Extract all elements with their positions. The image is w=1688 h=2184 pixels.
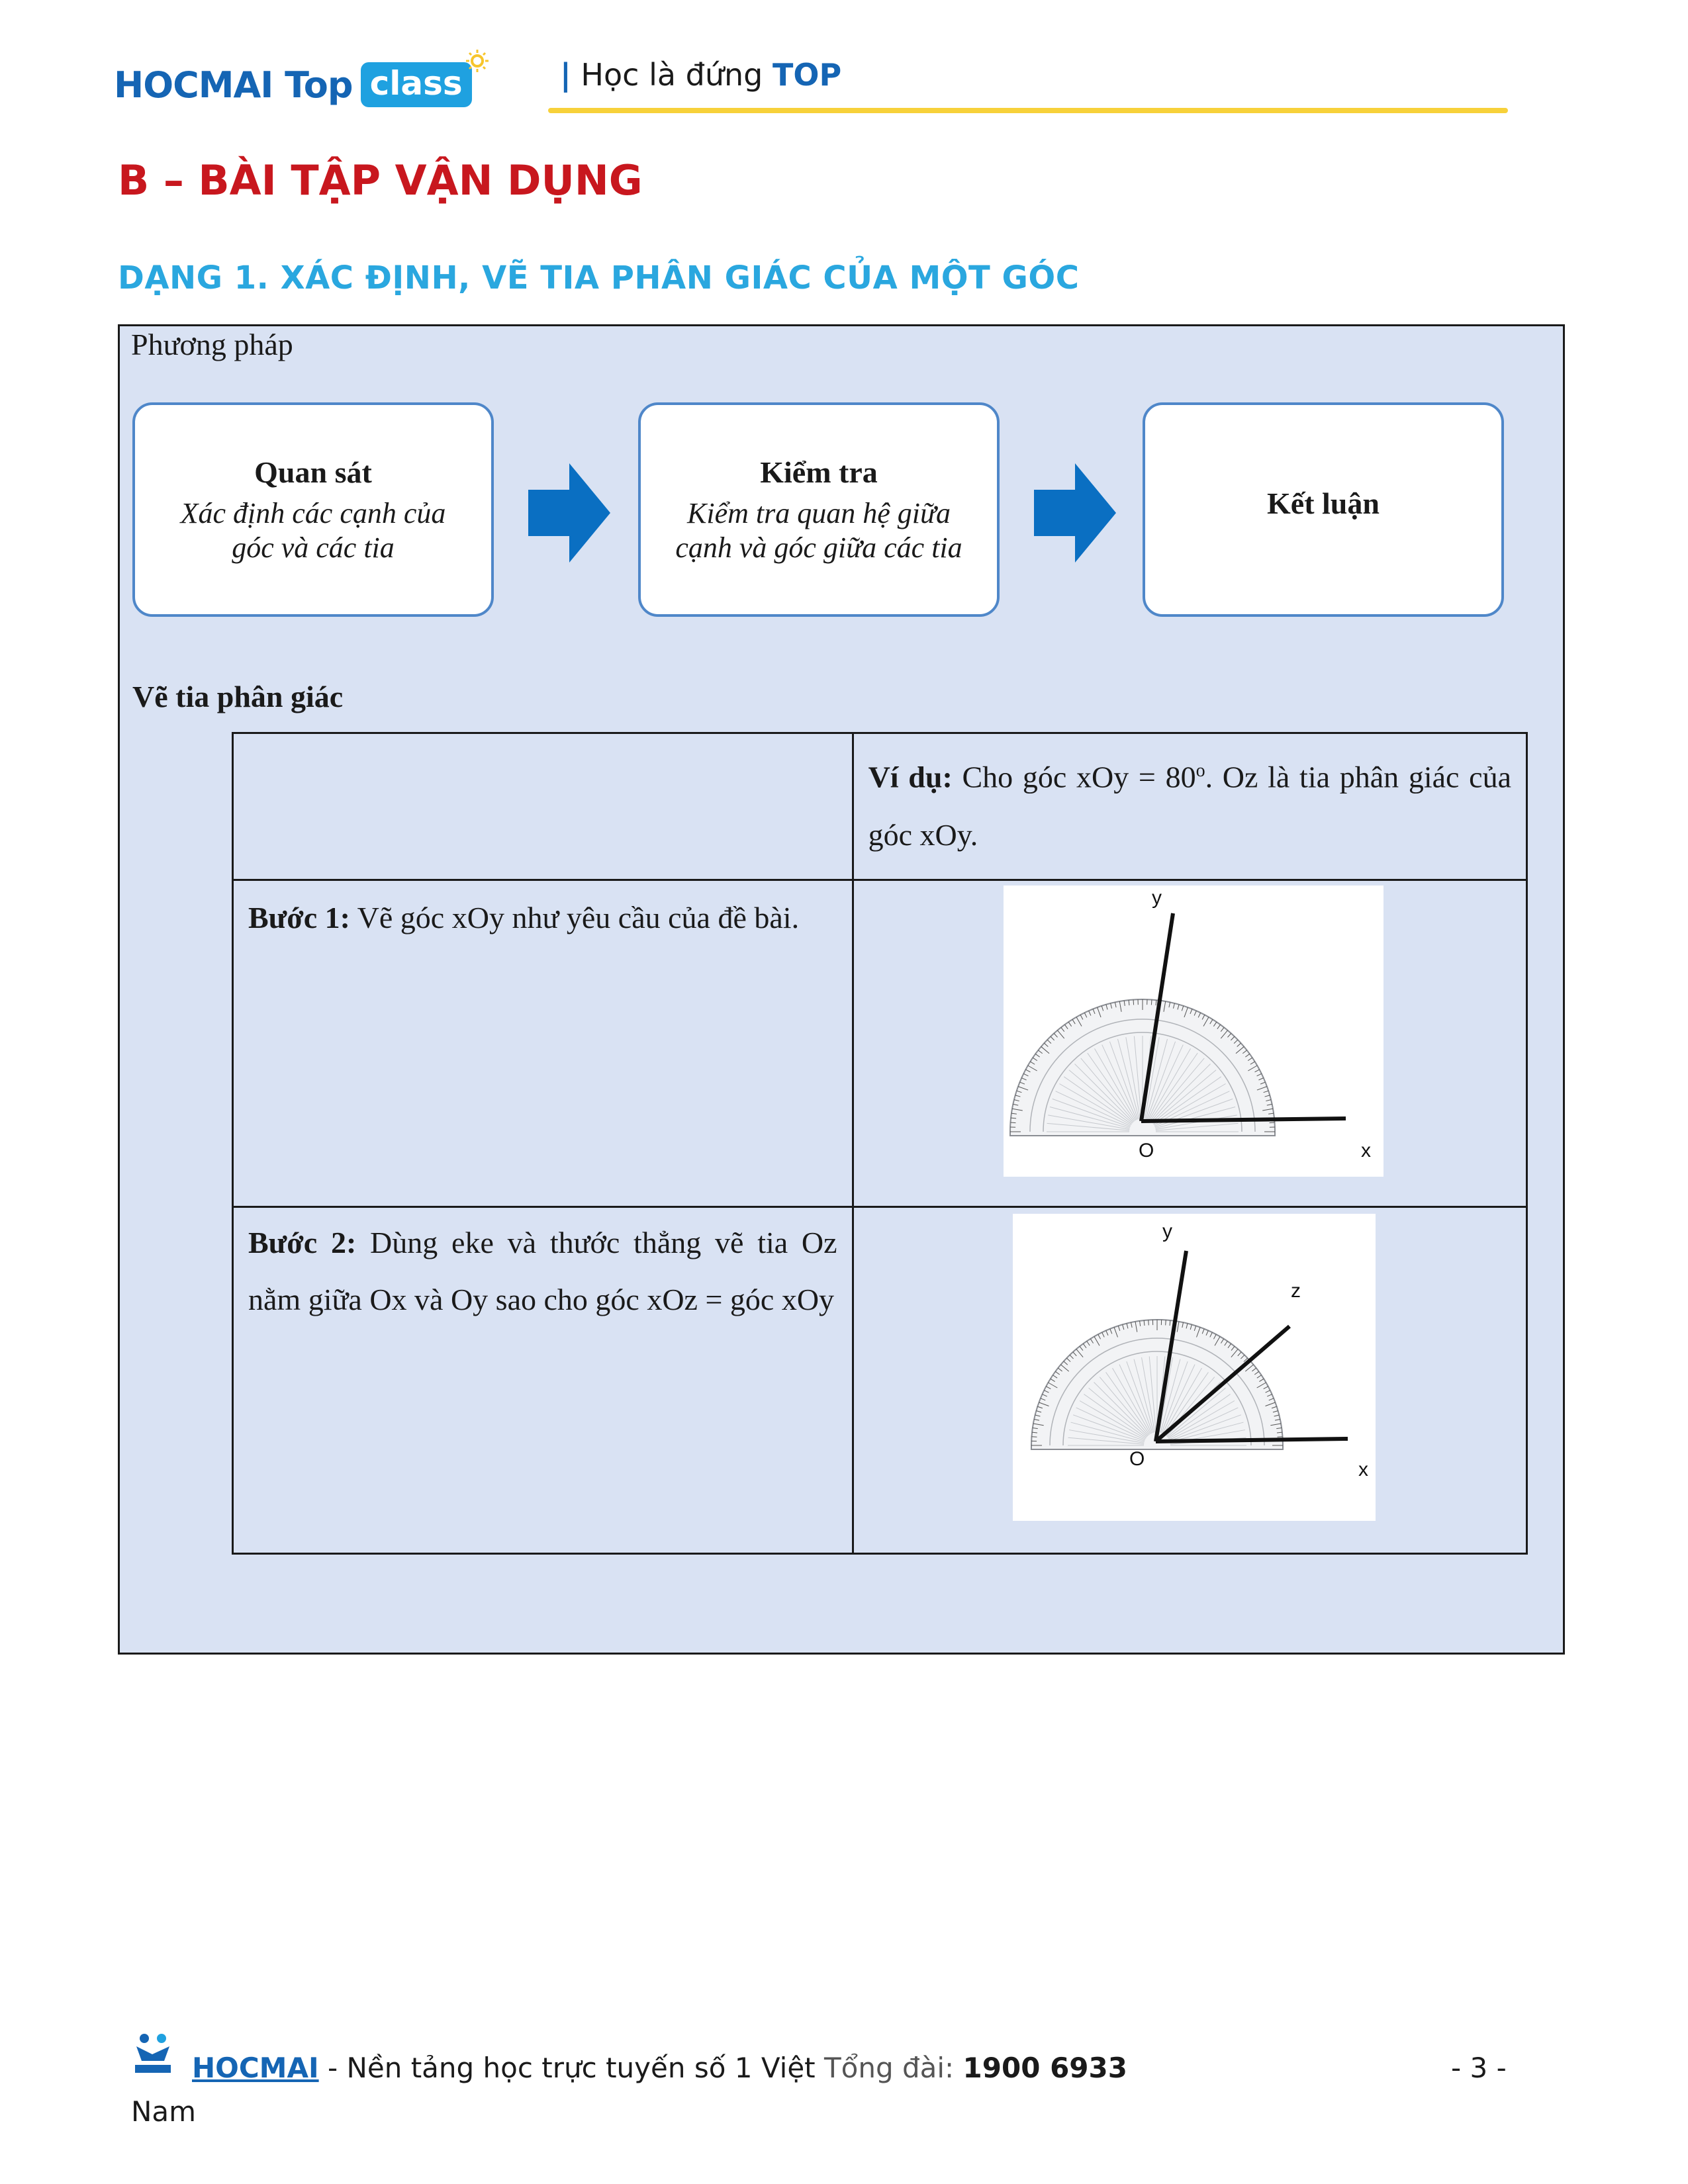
step2-label: Bước 2: [248, 1226, 357, 1260]
logo-class-text: class [369, 64, 463, 103]
flow-step-desc-line: cạnh và góc giữa các tia [675, 531, 962, 564]
logo-main-text: HOCMAI Top [114, 64, 353, 106]
ray-ox [1156, 1439, 1348, 1441]
flow-step-check [638, 402, 1000, 617]
label-x: x [1358, 1459, 1368, 1480]
step1-text: Vẽ góc xOy như yêu cầu của đề bài. [350, 901, 800, 935]
protractor-diagram [1013, 1214, 1376, 1521]
logo-class-badge [361, 62, 472, 107]
step2-text: Dùng eke và thước thẳng vẽ tia Oz nằm giữa Ox và Oy sao cho góc xOz = góc xOy [248, 1226, 837, 1317]
example-text: Cho góc xOy = 80 [952, 760, 1196, 794]
footer-hotline-label: Tổng đài: [823, 2052, 963, 2084]
flow-step-title: Quan sát [254, 455, 372, 489]
protractor-tick [1133, 999, 1134, 1005]
flow-step-title: Kết luận [1267, 486, 1380, 520]
footer-tagline: - Nền tảng học trực tuyến số 1 Việt [318, 2052, 824, 2084]
example-label: Ví dụ: [868, 760, 953, 794]
page-number: - 3 - [1451, 2052, 1507, 2084]
example-text-2: . Oz là tia phân giác của góc xOy. [868, 760, 1511, 852]
step1-label: Bước 1: [248, 901, 350, 935]
arrow-right-icon [528, 463, 610, 563]
hocmai-footer-icon [131, 2032, 175, 2078]
table-cell-empty [233, 733, 853, 880]
hocmai-logo[interactable] [114, 58, 472, 111]
table-row [233, 733, 1527, 880]
label-o: O [1139, 1140, 1154, 1161]
flow-step-observe [132, 402, 494, 617]
step1-cell [233, 880, 853, 1207]
example-cell [853, 733, 1526, 880]
flow-step-desc [641, 496, 997, 565]
protractor-tick [1270, 1122, 1275, 1123]
label-x: x [1361, 1140, 1371, 1161]
protractor-figure-1 [1004, 886, 1383, 1177]
footer-text [192, 2052, 1127, 2084]
drawing-label: Vẽ tia phân giác [132, 680, 344, 713]
flow-step-desc-line: Kiểm tra quan hệ giữa [687, 496, 951, 529]
flow-step-desc [135, 496, 491, 565]
protractor-diagram [1004, 886, 1383, 1177]
protractor-tick [1010, 1122, 1015, 1123]
header-underline [548, 108, 1508, 113]
section-title: B – BÀI TẬP VẬN DỤNG [118, 156, 643, 205]
footer-brand-link[interactable]: HOCMAI [192, 2052, 319, 2084]
slogan-top: TOP [773, 57, 842, 93]
label-z: z [1291, 1280, 1301, 1302]
footer-hotline: 1900 6933 [962, 2052, 1127, 2084]
label-o: O [1129, 1448, 1145, 1470]
flow-step-desc-line: góc và các tia [232, 531, 395, 564]
label-y: y [1152, 887, 1162, 909]
protractor-figure-2 [1013, 1214, 1376, 1521]
footer-tagline-cont: Nam [131, 2095, 197, 2128]
flow-step-desc-line: Xác định các cạnh của [180, 496, 446, 529]
subsection-title: DẠNG 1. XÁC ĐỊNH, VẼ TIA PHÂN GIÁC CỦA MỘT GÓC [118, 259, 1080, 296]
flow-step-title: Kiểm tra [760, 455, 878, 489]
protractor-tick [1151, 999, 1152, 1005]
sun-icon [465, 49, 489, 73]
slogan-text: Học là đứng [571, 57, 773, 93]
label-y: y [1162, 1220, 1172, 1242]
arrow-right-icon [1034, 463, 1116, 563]
slogan-bar: | [560, 57, 571, 93]
step2-cell [233, 1207, 853, 1554]
ray-ox [1141, 1118, 1346, 1121]
slogan [560, 57, 841, 93]
flow-step-conclude [1143, 402, 1504, 617]
degree-mark: o [1196, 760, 1205, 781]
method-label: Phương pháp [131, 328, 293, 361]
